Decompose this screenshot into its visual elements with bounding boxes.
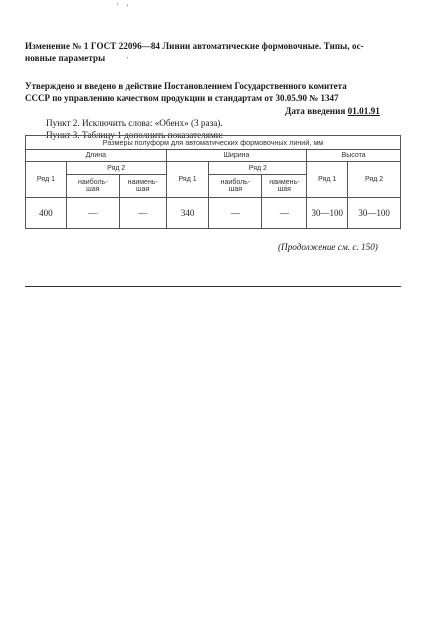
table-cell: — [209,198,262,229]
height-row2-header: Ряд 2 [348,162,401,198]
table-cell: — [119,198,166,229]
group-width: Ширина [166,150,307,162]
date-label: Дата введения [285,106,346,116]
group-height: Высота [307,150,401,162]
length-max-header: наиболь- шая [66,175,119,198]
length-min-header: наимень- шая [119,175,166,198]
length-row1-header: Ряд 1 [26,162,67,198]
width-row2-header: Ряд 2 [209,162,307,175]
length-row2-header: Ряд 2 [66,162,166,175]
width-row1-header: Ряд 1 [166,162,209,198]
point-2: Пункт 2. Исключить слова: «Обенх» (3 раза). [46,118,223,128]
page-divider [25,286,401,287]
group-length: Длина [26,150,167,162]
height-row1-header: Ряд 1 [307,162,348,198]
width-max-header: наиболь- шая [209,175,262,198]
amendment-title [25,40,400,65]
scan-mark: ' [127,56,129,64]
table-cell: 400 [26,198,67,229]
title-line-1: Изменение № 1 ГОСТ 22096—84 Линии автоматические формовочные. Типы, ос- [25,41,364,51]
table-cell: 30—100 [307,198,348,229]
table-caption: Размеры полуформ для автоматических формовочных линий, мм [26,136,401,150]
title-line-2: новные параметры [25,53,106,64]
effective-date [285,106,380,116]
width-min-header: наимень- шая [262,175,307,198]
table-cell: — [66,198,119,229]
dimensions-table [25,135,401,229]
scan-mark: ' [127,3,129,12]
approval-text [25,80,400,105]
table-cell: 30—100 [348,198,401,229]
table-cell: 340 [166,198,209,229]
approval-line-1: Утверждено и введено в действие Постановлением Государственного комитета [25,81,347,91]
approval-line-2: СССР по управлению качеством продукции и стандартам от 30.05.90 № 1347 [25,93,339,104]
date-value: 01.01.91 [347,106,380,116]
scan-mark: ' [117,2,119,11]
table-cell: — [262,198,307,229]
point-3: Пункт 3. Таблицу 1 дополнить показателями: [46,129,224,140]
continuation-note: (Продолжение см. с. 150) [278,242,378,252]
